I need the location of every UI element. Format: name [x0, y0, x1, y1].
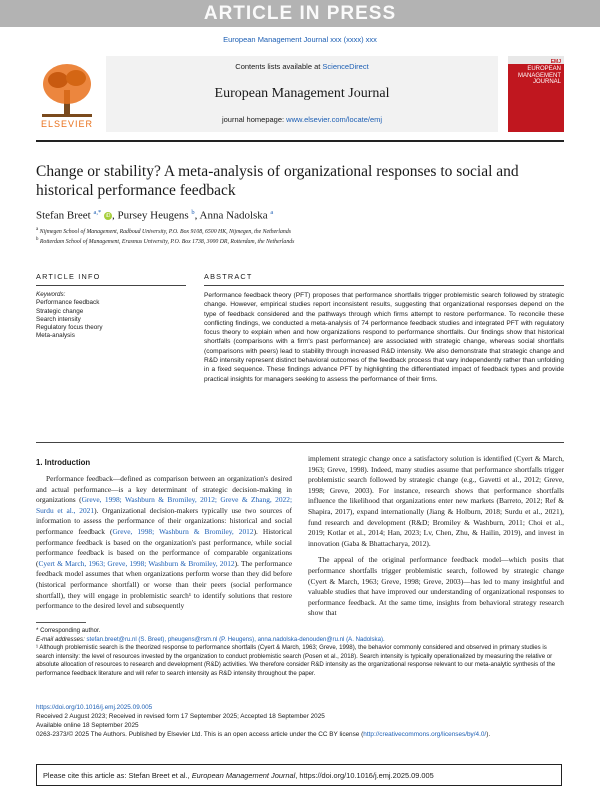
citation-link[interactable]: Cyert & March, 1963; Greve, 1998; Washburn & Bromiley, 2012	[38, 558, 235, 568]
keyword: Search intensity	[36, 315, 81, 323]
author-sup[interactable]: b	[191, 209, 195, 216]
affiliation-sup: b	[36, 237, 39, 242]
paragraph-text: ). Historical performance feedback is based on the organization's past performance, while social performance feedback is based on the performance of comparable organizations (	[36, 526, 292, 568]
author-list: Stefan Breet $^{a,*}$ iD , Pursey Heugens $^b$, Anna Nadolska $^a$	[36, 209, 274, 222]
sciencedirect-link[interactable]: ScienceDirect	[322, 62, 369, 71]
affiliation-text: Rotterdam School of Management, Erasmus University, P.O. Box 1738, 3000 DR, Rotterdam, the Netherlands	[39, 238, 295, 245]
orcid-icon[interactable]: iD	[105, 212, 111, 219]
doi-link[interactable]: https://doi.org/10.1016/j.emj.2025.09.005	[36, 704, 153, 711]
license-link[interactable]: http://creativecommons.org/licenses/by/4.0/	[363, 731, 487, 738]
keyword: Strategic change	[36, 307, 84, 315]
article-info-rule	[36, 285, 186, 286]
homepage-link[interactable]: www.elsevier.com/locate/emj	[286, 115, 383, 124]
email-line	[36, 636, 564, 645]
cite-suffix: , https://doi.org/10.1016/j.emj.2025.09.005	[295, 771, 434, 780]
author-name[interactable]: Anna Nadolska	[199, 209, 268, 222]
author-sup[interactable]: a	[270, 209, 274, 216]
paragraph-text: ). The performance feedback model assumes that when organizations perform worse than they did before (historical performance shortfall) or worse than their peers (social performance shortfall), they will engage in problemistic search¹ to identify solutions that restore performance to the desired level and subsequently	[36, 558, 292, 611]
cite-this-article-box	[36, 764, 562, 786]
footnote-rule	[36, 622, 86, 623]
author-name[interactable]: Pursey Heugens	[117, 209, 189, 222]
affiliation	[36, 237, 294, 245]
paragraph-text: ). Organizational decision-makers typically use two sources of information to assess the performance of their organizations: historical and social performance feedback (	[36, 505, 292, 536]
journal-cover-thumbnail	[508, 56, 564, 132]
cover-title: EUROPEAN MANAGEMENT JOURNAL	[517, 66, 561, 85]
email-links[interactable]: stefan.breet@ru.nl (S. Breet), pheugens@rsm.nl (P. Heugens), anna.nadolska-denouden@ru.nl (A. Nadolska).	[86, 635, 385, 643]
intro-right-column	[308, 454, 564, 619]
intro-paragraph	[36, 474, 292, 612]
keyword: Regulatory focus theory	[36, 324, 103, 332]
intro-heading: 1. Introduction	[36, 458, 91, 467]
keyword: Performance feedback	[36, 299, 100, 307]
masthead-rule	[36, 140, 564, 142]
received-dates: Received 2 August 2023; Received in revised form 17 September 2025; Accepted 18 September 2025	[36, 713, 325, 720]
contents-prefix: Contents lists available at	[235, 62, 323, 71]
intro-paragraph: The appeal of the original performance feedback model—which posits that performance shortfalls trigger problemistic search, followed by strategic change (Cyert & March, 1963; Greve, 1998; Greve, 2003)—has led to many insightful and valuable studies that have improved our understanding of organizational responses to performance feedback. At the same time, insights from behavioral strategy research show that	[308, 555, 564, 618]
publication-info	[36, 703, 564, 739]
abstract-text: Performance feedback theory (PFT) proposes that performance shortfalls trigger problemistic search followed by strategic change. However, empirical studies report inconsistent results, suggesting that organizational responses depend on the type of feedback considered and the pathways through which firms attempt to restore performance. To reconcile these conflicting findings, we conducted a meta-analysis of 74 performance feedback studies and integrated PFT with regulatory focus theory to explain when and how organizations respond to performance shortfalls. Our findings show that historical shortfalls (comparisons with a firm's past performance) are associated with strategic change, whereas social shortfalls (comparisons with peers) lead to stability through increased R&D intensity. We also demonstrate that strategic change and R&D intensity represent distinct behavioral outcomes of the feedback process that vary independently rather than unfolding in a fixed sequence. These findings advance PFT by highlighting the differentiated impact of feedback types and provide practical insights for managers seeking to assess the performance of their firms.	[204, 292, 564, 383]
article-in-press-banner: ARTICLE IN PRESS	[0, 0, 600, 27]
homepage-line	[106, 115, 498, 124]
email-label: E-mail addresses:	[36, 635, 87, 643]
available-online: Available online 18 September 2025	[36, 722, 139, 729]
affiliation-sup: a	[36, 227, 39, 232]
affiliation-text: Nijmegen School of Management, Radboud University, P.O. Box 9108, 6500 HK, Nijmegen, the Netherlands	[39, 228, 291, 235]
elsevier-wordmark: ELSEVIER	[40, 119, 94, 129]
cite-prefix: Please cite this article as: Stefan Breet et al.,	[43, 771, 192, 780]
cover-badge: EMJ	[550, 59, 561, 65]
journal-reference-link[interactable]: European Management Journal xxx (xxxx) xxx	[223, 35, 377, 44]
journal-info-box	[106, 56, 498, 132]
contents-line	[106, 62, 498, 71]
citation-link[interactable]: Greve, 1998; Washburn & Bromiley, 2012	[112, 526, 254, 536]
paragraph-text: Performance feedback—defined as comparison between an organization's desired and actual performance—is a key determinant of strategic decision-making in organizations (	[36, 474, 292, 505]
keywords-label: Keywords:	[36, 291, 66, 298]
cite-journal: European Management Journal	[191, 771, 296, 780]
license-suffix: ).	[486, 731, 491, 738]
keywords-block	[36, 291, 176, 341]
journal-name: European Management Journal	[214, 86, 390, 101]
intro-left-column	[36, 474, 292, 612]
author-sup[interactable]: a,*	[93, 209, 102, 216]
footnotes	[36, 627, 564, 679]
masthead	[36, 56, 564, 136]
corresponding-author-note: * Corresponding author.	[36, 627, 101, 634]
author-name[interactable]: Stefan Breet	[36, 209, 91, 222]
homepage-prefix: journal homepage:	[221, 115, 287, 124]
footnote-1: ¹ Although problemistic search is the theorized response to performance shortfalls (Cyert & March, 1963; Greve, 1998), the behavior commonly considered and observed in primary studies is search intensity: the level of resources invested by the organization to conduct problemistic search (Posen et al., 2018). Search intensity is typically operationalized by measuring the relative or absolute allocation of resources to research and development (R&D) activities. We therefore consider R&D intensity as the organizational response relevant to our meta-analytic synthesis of the performance feedback literature and will refer to search intensity as R&D intensity throughout the paper.	[36, 644, 556, 677]
citation-link[interactable]: Greve, 1998; Washburn & Bromiley, 2012; Greve & Zhang, 2022; Surdu et al., 2021	[36, 495, 293, 515]
article-title: Change or stability? A meta-analysis of organizational responses to social and historical performance feedback	[36, 163, 519, 199]
abstract-heading: ABSTRACT	[204, 272, 253, 281]
abstract-rule	[204, 285, 564, 286]
license-line	[36, 730, 564, 739]
license-prefix: 0263-2373/© 2025 The Authors. Published by Elsevier Ltd. This is an open access article under the CC BY license (	[36, 731, 364, 738]
intro-paragraph: implement strategic change once a satisfactory solution is identified (Cyert & March, 1963; Greve, 1998). Indeed, many studies assume that performance shortfalls trigger problemistic search followed by strategic change (e.g., Gavetti et al., 2012; Greve, 1998; Greve, 2003). For instance, research shows that performance shortfalls influence the likelihood that organizations enter new markets (Barreto, 2012; Ref & Shapira, 2017), expand internationally (Jiang & Holburn, 2018; Surdu et al., 2021), fund research and development (R&D; Bromiley & Washburn, 2011; Choi et al., 2019; Kotlar et al., 2014; Han, 2023; Lv, Chen, Zhu, & Hailin, 2019), and invest in innovation (Gaba & Bhattacharya, 2012).	[308, 454, 564, 548]
affiliation	[36, 227, 291, 235]
article-info-heading: ARTICLE INFO	[36, 272, 101, 281]
keyword: Meta-analysis	[36, 332, 75, 340]
abstract-bottom-rule	[36, 442, 564, 443]
